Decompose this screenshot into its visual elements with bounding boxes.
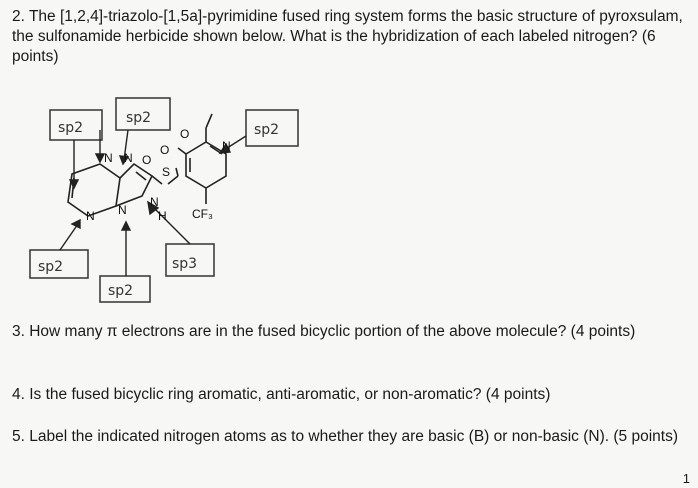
question-5: 5. Label the indicated nitrogen atoms as to whether they are basic (B) or non-basic (N). (5 points) xyxy=(12,428,678,445)
atom-o-bottom: O xyxy=(160,143,170,157)
atom-n-left: N xyxy=(86,209,95,223)
atom-n-bottom: N xyxy=(118,203,127,217)
atom-h: H xyxy=(158,209,167,223)
answer-box-4 xyxy=(30,250,88,278)
atom-s: S xyxy=(162,165,171,179)
page-number: 1 xyxy=(682,471,690,486)
answer-5: sp3 xyxy=(172,256,198,272)
atom-n-triazole-b: N xyxy=(124,151,133,165)
answer-box-3 xyxy=(246,110,298,146)
answer-4: sp2 xyxy=(38,259,64,275)
answer-box-1 xyxy=(50,110,102,140)
answer-2: sp2 xyxy=(126,110,152,126)
atom-o-methoxy: O xyxy=(180,127,190,141)
answer-1: sp2 xyxy=(58,120,84,136)
question-4: 4. Is the fused bicyclic ring aromatic, anti-aromatic, or non-aromatic? (4 points) xyxy=(12,386,551,403)
atom-n-sulfonamide: N xyxy=(150,195,159,209)
question-3: 3. How many π electrons are in the fused bicyclic portion of the above molecule? (4 points) xyxy=(12,323,636,340)
answer-6: sp2 xyxy=(108,283,134,299)
atom-cf3: CF₃ xyxy=(192,207,213,221)
atom-n-triazole-a: N xyxy=(104,151,113,165)
pyroxsulam-structure-diagram xyxy=(0,80,698,320)
question-2: 2. The [1,2,4]-triazolo-[1,5a]-pyrimidine fused ring system forms the basic structure of pyroxsulam, the sulfonamide herbicide shown below. What is the hybridization of each labeled nitrogen? (6 points) xyxy=(12,8,683,65)
answer-box-2 xyxy=(116,98,170,130)
atom-o-top: O xyxy=(142,153,152,167)
answer-box-6 xyxy=(100,276,150,302)
answer-3: sp2 xyxy=(254,122,280,138)
atom-n-pyridine: N xyxy=(222,139,231,153)
triazole-ring xyxy=(116,164,152,206)
answer-box-5 xyxy=(166,244,214,276)
